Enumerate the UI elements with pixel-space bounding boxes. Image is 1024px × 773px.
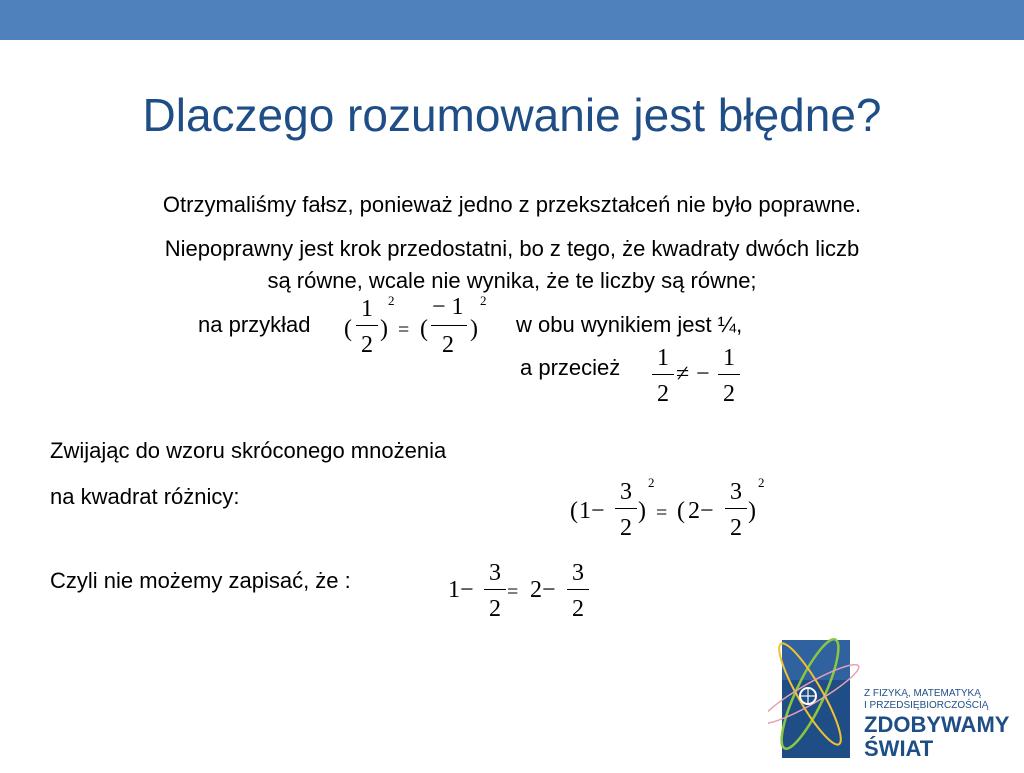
however-label: a przecież: [520, 355, 621, 380]
false-right-frac-bar: [567, 589, 589, 590]
example-right-exponent: 2: [480, 293, 487, 308]
sq-right-two-minus: 2−: [688, 498, 714, 524]
sq-right-exponent: 2: [758, 475, 765, 490]
false-left-frac-numerator: 3: [489, 560, 501, 586]
sq-right-paren-open: (: [677, 498, 685, 524]
ineq-frac1-numerator: 1: [657, 345, 669, 371]
false-left-one-minus: 1−: [448, 577, 474, 603]
sq-left-paren-close: ): [638, 498, 646, 524]
paragraph-false-result: Otrzymaliśmy fałsz, ponieważ jedno z przekształceń nie było poprawne.: [162, 192, 862, 217]
sq-right-paren-close: ): [748, 498, 756, 524]
paragraph-cannot-write: Czyli nie możemy zapisać, że :: [50, 568, 351, 593]
ineq-frac1-denominator: 2: [657, 381, 669, 407]
logo-line1: Z FIZYKĄ, MATEMATYKĄ: [864, 688, 981, 699]
example-equals: =: [398, 319, 410, 341]
logo-line2: I PRZEDSIĘBIORCZOŚCIĄ: [864, 700, 989, 711]
example-left-exponent: 2: [388, 293, 395, 308]
ineq-frac2-bar: [718, 374, 740, 375]
top-accent-bar: [0, 0, 1024, 40]
example-frac1-denominator: 2: [361, 332, 373, 358]
example-frac2-bar: [431, 325, 467, 326]
example-frac2-numerator: − 1: [432, 294, 464, 320]
sq-equals: =: [656, 502, 668, 524]
sq-left-one-minus: 1−: [579, 498, 605, 524]
false-equals: =: [507, 581, 519, 603]
paragraph-wrong-step-line2: są równe, wcale nie wynika, że te liczby są równe;: [267, 268, 757, 293]
ineq-minus: −: [696, 361, 710, 387]
sq-right-frac-numerator: 3: [730, 479, 742, 505]
example-right-paren-open: (: [420, 316, 428, 342]
ineq-frac2-numerator: 1: [723, 345, 735, 371]
example-left-paren-close: ): [380, 316, 388, 342]
sq-left-frac-bar: [615, 508, 637, 509]
logo-panel-highlight: [782, 640, 850, 680]
logo-line3: ZDOBYWAMY: [864, 712, 1010, 737]
sq-right-frac-denominator: 2: [730, 515, 742, 541]
logo-line4: ŚWIAT: [864, 736, 934, 761]
ineq-frac2-denominator: 2: [723, 381, 735, 407]
slide-title: Dlaczego rozumowanie jest błędne?: [142, 89, 882, 141]
paragraph-square-formula-line1: Zwijając do wzoru skróconego mnożenia: [50, 438, 447, 463]
example-right-paren-close: ): [470, 316, 478, 342]
false-right-frac-numerator: 3: [572, 560, 584, 586]
false-left-frac-bar: [484, 589, 506, 590]
example-left-paren-open: (: [344, 316, 352, 342]
sq-right-frac-bar: [725, 508, 747, 509]
sq-left-paren-open: (: [570, 498, 578, 524]
example-result: w obu wynikiem jest ¼,: [516, 312, 743, 337]
project-logo: [768, 622, 1024, 768]
paragraph-square-formula-line2: na kwadrat różnicy:: [50, 484, 240, 509]
example-frac1-numerator: 1: [361, 296, 373, 322]
paragraph-wrong-step-line1: Niepoprawny jest krok przedostatni, bo z tego, że kwadraty dwóch liczb: [164, 236, 860, 261]
false-left-frac-denominator: 2: [489, 596, 501, 622]
false-right-frac-denominator: 2: [572, 596, 584, 622]
sq-left-exponent: 2: [648, 475, 655, 490]
sq-left-frac-numerator: 3: [620, 479, 632, 505]
sq-left-frac-denominator: 2: [620, 515, 632, 541]
false-right-two-minus: 2−: [530, 577, 556, 603]
example-label: na przykład: [198, 312, 311, 337]
ineq-not-equal: ≠: [676, 361, 690, 387]
example-frac1-bar: [356, 325, 378, 326]
example-frac2-denominator: 2: [442, 332, 454, 358]
ineq-frac1-bar: [652, 374, 674, 375]
